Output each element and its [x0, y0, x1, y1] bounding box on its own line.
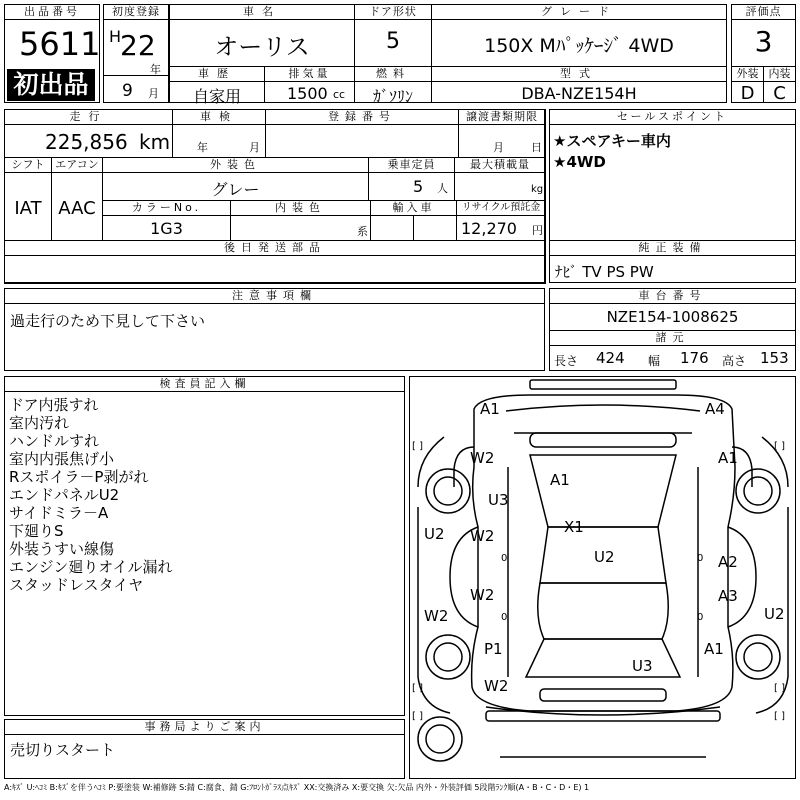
later-parts-cell — [4, 240, 546, 284]
damage-mark: A3 — [718, 587, 738, 605]
bracket-marker: [ ] — [774, 441, 785, 452]
chassis-number: NZE154-1008625 — [606, 308, 739, 326]
caution-block — [4, 288, 545, 371]
interior-label: 内装 — [764, 67, 795, 82]
damage-mark: P1 — [484, 640, 503, 658]
grade: 150X Mﾊﾟｯｹｰｼﾞ 4WD — [484, 35, 674, 57]
bracket-marker: [ ] — [412, 441, 423, 452]
ext-color: グレー — [211, 180, 260, 199]
int-color-unit: 系 — [357, 225, 368, 238]
capacity-cell — [368, 157, 455, 201]
recycle-cell — [456, 200, 546, 241]
header-block — [4, 4, 796, 106]
inspector-block — [4, 376, 405, 716]
inspection-year-unit: 年 — [197, 141, 208, 154]
office-block — [4, 719, 405, 779]
model: DBA-NZE154H — [521, 84, 637, 103]
bracket-marker: [ ] — [412, 711, 423, 722]
door-label: ドア形状 — [355, 5, 431, 20]
transfer-month-unit: 月 — [493, 141, 504, 154]
model-label: 型式 — [432, 67, 726, 82]
ext-color-label: 外装色 — [103, 158, 368, 173]
sales-point-block — [549, 109, 796, 241]
reg-month: 9 — [122, 81, 133, 101]
inspector-note: ドア内張すれ — [9, 396, 99, 414]
doors: 5 — [386, 29, 400, 54]
damage-mark: W2 — [424, 607, 449, 625]
width: 176 — [680, 349, 709, 367]
ac-cell — [51, 157, 103, 241]
inspection-month-unit: 月 — [249, 141, 260, 154]
damage-mark: U2 — [594, 548, 615, 566]
dims-label: 諸元 — [550, 330, 795, 346]
spec-block — [4, 109, 545, 283]
fuel-label: 燃料 — [355, 67, 431, 82]
inspector-label: 検査員記入欄 — [5, 377, 404, 392]
damage-mark: W2 — [470, 449, 495, 467]
door-marker: 0 — [501, 612, 508, 623]
int-color-cell — [230, 200, 371, 241]
inspector-note: 外装うすい線傷 — [9, 540, 115, 558]
car-name-label: 車名 — [170, 5, 354, 20]
displacement-label: 排気量 — [265, 67, 354, 82]
damage-mark: U2 — [764, 605, 785, 623]
shift: IAT — [14, 198, 42, 219]
max-load-unit: kg — [531, 184, 544, 195]
chassis-block — [549, 288, 796, 371]
door-marker: 0 — [501, 553, 508, 564]
transfer-day-unit: 日 — [531, 141, 542, 154]
capacity-unit: 人 — [437, 182, 448, 195]
later-parts-label: 後日発送部品 — [5, 241, 545, 256]
mileage-unit: km — [139, 130, 171, 154]
car-name: オーリス — [214, 33, 310, 61]
door-cell — [354, 4, 432, 67]
damage-mark: U2 — [424, 525, 445, 543]
car-diagram — [409, 376, 796, 779]
inspector-note: エンジン廻りオイル漏れ — [9, 558, 173, 576]
damage-mark: U3 — [488, 491, 509, 509]
score-label: 評価点 — [732, 5, 795, 20]
shift-label: シフト — [5, 158, 51, 173]
interior-grade-cell — [763, 66, 796, 103]
history: 自家用 — [192, 87, 241, 106]
first-reg-label: 初度登録 — [104, 5, 168, 20]
damage-mark: A1 — [550, 471, 570, 489]
car-name-cell — [169, 4, 355, 67]
color-no-label: カラーNo. — [103, 201, 230, 216]
equipment-label: 純正装備 — [550, 241, 795, 256]
reg-no-label: 登録番号 — [266, 110, 458, 125]
color-no-cell — [102, 200, 231, 241]
interior-grade: C — [773, 83, 786, 104]
damage-mark: A4 — [705, 400, 725, 418]
year-unit: 年 — [150, 63, 161, 76]
recycle: 12,270 — [461, 219, 517, 238]
shift-cell — [4, 157, 52, 241]
import-label: 輸入車 — [371, 201, 456, 216]
bracket-marker: [ ] — [774, 711, 785, 722]
inspector-note: サイドミラ－A — [9, 504, 109, 522]
exterior-grade: D — [740, 83, 755, 104]
sales-point-item: ★スペアキー車内 — [553, 132, 671, 150]
inspector-note: エンドパネルU2 — [9, 486, 120, 504]
inspector-note: 室内汚れ — [9, 414, 70, 432]
ac-label: エアコン — [52, 158, 102, 173]
reg-year: 22 — [120, 29, 156, 62]
mileage-cell — [4, 109, 173, 158]
import-cell — [370, 200, 457, 241]
legend: A:ｷｽﾞ U:ﾍｺﾐ B:ｷｽﾞを伴うﾍｺﾐ P:要塗装 W:補修跡 S:錆 C:腐食、錆 G:ﾌﾛﾝﾄｶﾞﾗｽ点ｷｽﾞ XX:交換済み X:要交換 欠:欠品 内外・外装評価 5段階ﾗﾝｸ順(A・B・C・D・E) 1 — [4, 783, 590, 792]
score: 3 — [754, 25, 773, 58]
first-listing-badge: 初出品 — [7, 69, 95, 101]
recycle-label: リサイクル預託金 — [457, 201, 545, 216]
recycle-unit: 円 — [532, 224, 543, 237]
chassis-label: 車台番号 — [550, 289, 795, 304]
exterior-grade-cell — [731, 66, 764, 103]
length-label: 長さ — [554, 354, 579, 368]
damage-mark: W2 — [470, 527, 495, 545]
inspector-note: 室内内張焦げ小 — [9, 450, 115, 468]
transfer-label: 譲渡書類期限 — [459, 110, 545, 125]
transfer-cell — [458, 109, 546, 158]
color-no: 1G3 — [150, 219, 183, 238]
inspection-label: 車検 — [173, 110, 265, 125]
inspection-cell — [172, 109, 266, 158]
displacement-unit: cc — [333, 88, 346, 101]
history-cell — [169, 66, 265, 106]
office-label: 事務局よりご案内 — [5, 720, 404, 735]
bracket-marker: [ ] — [774, 683, 785, 694]
damage-mark: A1 — [480, 400, 500, 418]
capacity-label: 乗車定員 — [369, 158, 454, 173]
capacity: 5 — [413, 177, 424, 196]
displacement-cell — [264, 66, 355, 103]
lot-number-label: 出品番号 — [5, 5, 99, 20]
max-load-label: 最大積載量 — [455, 158, 545, 173]
door-marker: 0 — [697, 553, 704, 564]
height-label: 高さ — [722, 354, 747, 368]
exterior-label: 外装 — [732, 67, 763, 82]
damage-mark: A2 — [718, 553, 738, 571]
first-reg-cell — [103, 4, 169, 103]
damage-mark: A1 — [718, 449, 738, 467]
equipment-block — [549, 240, 796, 283]
fuel: ｶﾞｿﾘﾝ — [372, 87, 413, 106]
mileage-label: 走行 — [5, 110, 172, 125]
score-cell — [731, 4, 796, 67]
int-color-label: 内装色 — [231, 201, 370, 216]
lot-number-cell — [4, 4, 100, 103]
ext-color-cell — [102, 157, 369, 201]
damage-mark: X1 — [564, 518, 584, 536]
inspector-note: ハンドルすれ — [9, 432, 100, 450]
damage-mark: U3 — [632, 657, 653, 675]
era: H — [109, 27, 122, 46]
damage-mark: W2 — [484, 677, 509, 695]
length: 424 — [596, 349, 625, 367]
inspector-note: Rスポイラ－P剥がれ — [9, 468, 149, 486]
office-text: 売切りスタート — [10, 741, 116, 759]
lot-number: 5611 — [19, 25, 101, 63]
sales-point-item: ★4WD — [553, 153, 606, 171]
inspector-note: 下廻りS — [9, 522, 64, 540]
equipment-value: ﾅﾋﾞ TV PS PW — [555, 263, 654, 281]
displacement: 1500 — [287, 84, 328, 103]
grade-label: グレード — [432, 5, 726, 20]
mileage: 225,856 — [45, 130, 128, 154]
history-label: 車歴 — [170, 67, 264, 82]
width-label: 幅 — [648, 354, 661, 368]
max-load-cell — [454, 157, 546, 201]
ac: AAC — [58, 198, 96, 219]
damage-mark: A1 — [704, 640, 724, 658]
bracket-marker: [ ] — [412, 683, 423, 694]
damage-mark: W2 — [470, 586, 495, 604]
inspector-notes — [9, 396, 173, 594]
month-unit: 月 — [148, 87, 159, 100]
sales-point-label: セールスポイント — [550, 110, 795, 125]
grade-cell — [431, 4, 727, 67]
caution-label: 注意事項欄 — [5, 289, 544, 304]
model-cell — [431, 66, 727, 103]
car-outline — [410, 377, 795, 778]
caution-text: 過走行のため下見して下さい — [10, 312, 206, 330]
door-marker: 0 — [697, 612, 704, 623]
reg-no-cell — [265, 109, 459, 158]
height: 153 — [760, 349, 789, 367]
inspector-note: スタッドレスタイヤ — [9, 576, 144, 594]
fuel-cell — [354, 66, 432, 106]
